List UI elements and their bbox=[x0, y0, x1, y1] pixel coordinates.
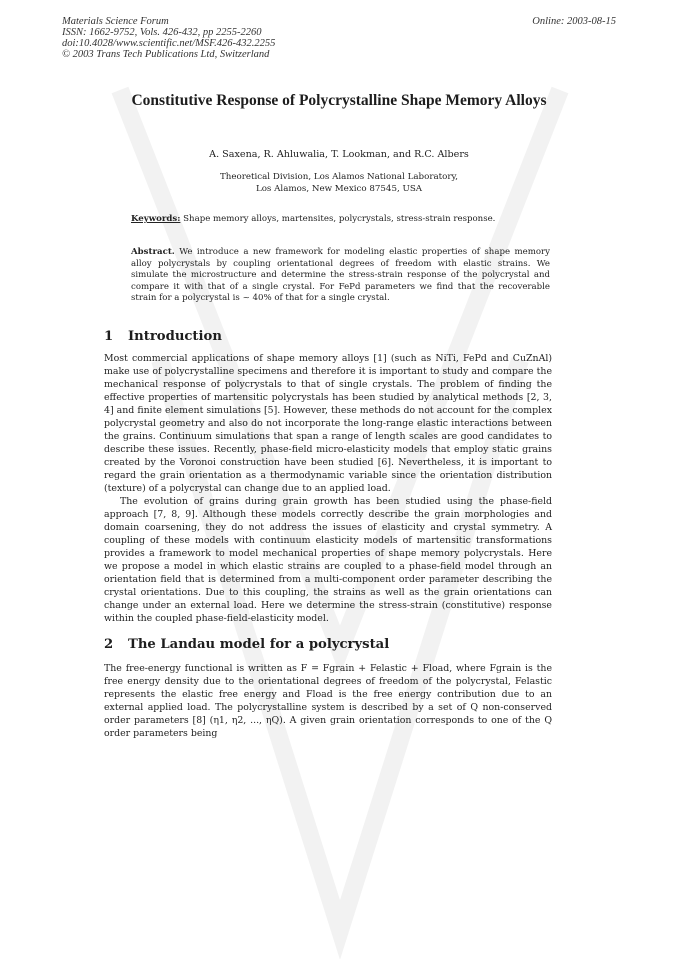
keywords-block bbox=[131, 214, 561, 224]
section-number: 1 bbox=[104, 329, 114, 344]
copyright-line: © 2003 Trans Tech Publications Ltd, Switzerland bbox=[62, 49, 270, 60]
paper-title: Constitutive Response of Polycrystalline Shape Memory Alloys bbox=[131, 92, 547, 109]
online-date: Online: 2003-08-15 bbox=[532, 16, 616, 27]
keywords-text: Shape memory alloys, martensites, polycrystals, stress-strain response. bbox=[183, 214, 496, 224]
body-paragraph: The evolution of grains during grain growth has been studied using the phase-field approach [7, 8, 9]. Although these models correctly describe the grain morphologies and domain coarsening, they do not address the issues of elasticity and crystal symmetry. A coupling of these models with continuum elasticity models of martensitic transformations provides a framework to model mechanical properties of shape memory polycrystals. Here we propose a model in which elastic strains are coupled to a phase-field model through an orientation field that is determined from a multi-component order parameter describing the crystal orientations. Due to this coupling, the strains as well as the grain orientations can change under an external load. Here we determine the stress-strain (constitutive) response within the coupled phase-field-elasticity model. bbox=[104, 496, 552, 624]
journal-header bbox=[62, 16, 275, 60]
section-heading-introduction bbox=[104, 329, 222, 344]
paper-authors: A. Saxena, R. Ahluwalia, T. Lookman, and R.C. Albers bbox=[209, 149, 469, 160]
section-title: Introduction bbox=[128, 329, 222, 344]
landau-model-body bbox=[104, 662, 552, 740]
affiliation-line: Los Alamos, New Mexico 87545, USA bbox=[255, 184, 423, 194]
journal-name: Materials Science Forum bbox=[62, 16, 169, 27]
section-title: The Landau model for a polycrystal bbox=[128, 637, 390, 652]
issn-line: ISSN: 1662-9752, Vols. 426-432, pp 2255-2260 bbox=[62, 27, 262, 38]
doi-line: doi:10.4028/www.scientific.net/MSF.426-432.2255 bbox=[62, 38, 276, 49]
affiliation-line: Theoretical Division, Los Alamos National Laboratory, bbox=[219, 172, 459, 182]
body-paragraph: Most commercial applications of shape memory alloys [1] (such as NiTi, FePd and CuZnAl) make use of polycrystalline specimens and therefore it is important to study and compare the mechanical response of polycrystals to that of single crystals. The problem of finding the effective properties of martensitic polycrystals has been studied by analytical methods [2, 3, 4] and finite element simulations [5]. However, these methods do not account for the complex polycrystal geometry and also do not incorporate the long-range elastic interactions between the grains. Continuum simulations that span a range of length scales are good candidates to describe these issues. Recently, phase-field micro-elasticity models that employ static grains created by the Voronoi construction have been studied [6]. Nevertheless, it is important to regard the grain orientation as a thermodynamic variable since the orientation distribution (texture) of a polycrystal can change due to an applied load. bbox=[104, 353, 552, 494]
keywords-label: Keywords: bbox=[131, 214, 181, 224]
section-heading-landau-model bbox=[104, 637, 389, 652]
body-paragraph: The free-energy functional is written as F = Fgrain + Felastic + Fload, where Fgrain is the free energy density due to the orientational degrees of freedom of the polycrystal, Felastic represents the elastic free energy and Fload is the free energy contribution due to an external applied load. The polycrystalline system is described by a set of Q non-conserved order parameters [8] (η1, η2, ..., ηQ). A given grain orientation corresponds to one of the Q order parameters being bbox=[104, 663, 552, 739]
introduction-body bbox=[104, 352, 552, 625]
affiliation bbox=[80, 171, 598, 195]
section-number: 2 bbox=[104, 637, 114, 652]
abstract-block bbox=[131, 247, 550, 305]
abstract-text: We introduce a new framework for modeling elastic properties of shape memory alloy polycrystals by coupling orientational degrees of freedom with elastic strains. We simulate the microstructure and determine the stress-strain response of the polycrystal and compare it with that of a single crystal. For FePd parameters we find that the recoverable strain for a polycrystal is ~ 40% of that for a single crystal. bbox=[131, 247, 551, 304]
abstract-label: Abstract. bbox=[131, 247, 175, 257]
